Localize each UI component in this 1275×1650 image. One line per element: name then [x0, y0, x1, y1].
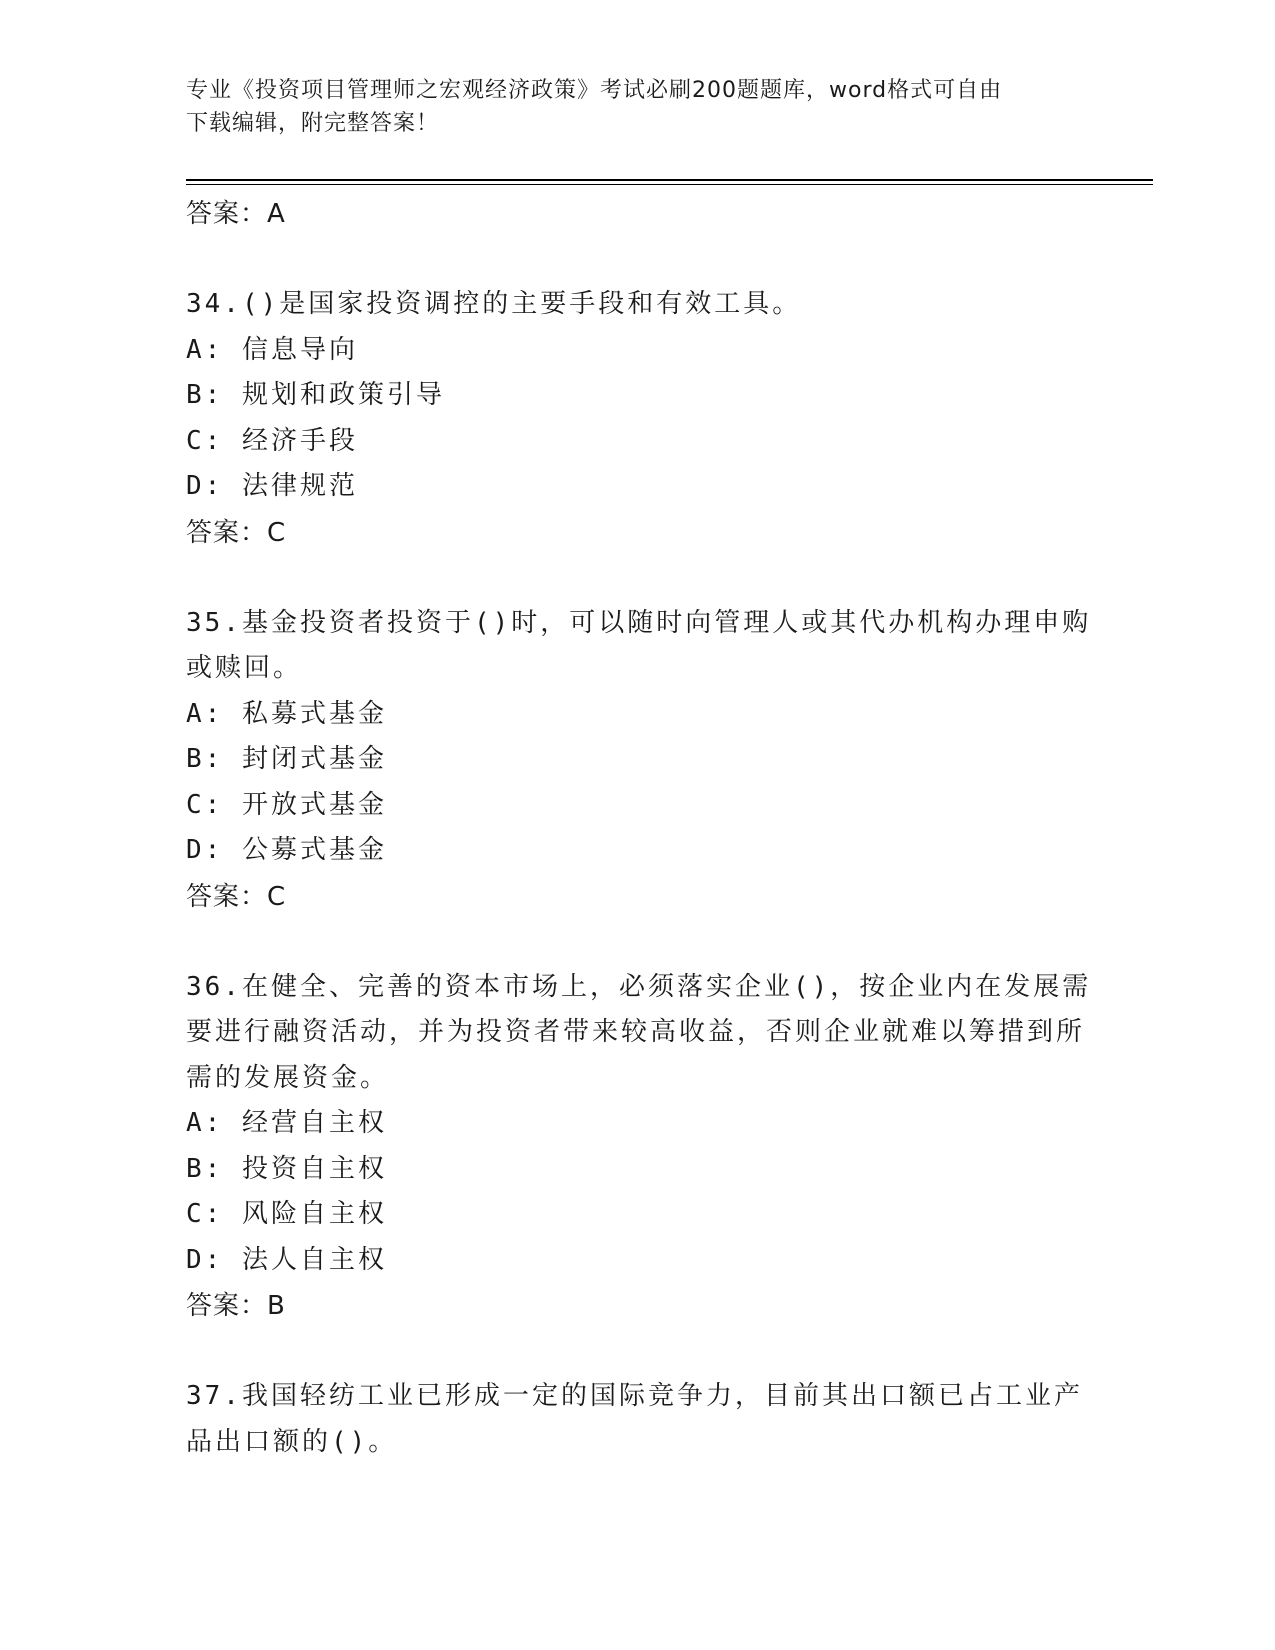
question-36 — [186, 965, 1106, 1330]
question-stem: 35.基金投资者投资于()时，可以随时向管理人或其代办机构办理申购或赎回。 — [186, 607, 1092, 683]
document-body — [186, 191, 1106, 1465]
question-37 — [186, 1374, 1106, 1465]
option-b: B: 规划和政策引导 — [186, 380, 445, 410]
option-a: A: 信息导向 — [186, 334, 358, 365]
header-rule-thin — [186, 184, 1153, 185]
option-b: B: 封闭式基金 — [186, 744, 387, 774]
option-c: C: 经济手段 — [186, 425, 358, 456]
answer-line: 答案：B — [186, 1291, 286, 1321]
option-a: A: 私募式基金 — [186, 698, 387, 729]
answer-line: 答案：C — [186, 881, 287, 912]
document-header — [186, 74, 1086, 140]
header-rule-thick — [186, 179, 1153, 181]
question-stem: 36.在健全、完善的资本市场上，必须落实企业()，按企业内在发展需要进行融资活动，并为投资者带来较高收益，否则企业就难以筹措到所需的发展资金。 — [186, 971, 1092, 1093]
question-stem: 37.我国轻纺工业已形成一定的国际竞争力，目前其出口额已占工业产品出口额的()。 — [186, 1381, 1083, 1457]
option-c: C: 风险自主权 — [186, 1199, 387, 1229]
option-c: C: 开放式基金 — [186, 789, 387, 820]
question-stem: 34.()是国家投资调控的主要手段和有效工具。 — [186, 289, 802, 319]
header-line-2: 下载编辑，附完整答案！ — [186, 111, 440, 136]
answer-line: 答案：A — [186, 199, 286, 229]
answer-line: 答案：C — [186, 517, 287, 548]
question-35 — [186, 601, 1106, 920]
option-a: A: 经营自主权 — [186, 1108, 387, 1138]
header-line-1: 专业《投资项目管理师之宏观经济政策》考试必刷200题题库，word格式可自由 — [186, 78, 1003, 103]
option-d: D: 法人自主权 — [186, 1244, 387, 1275]
option-b: B: 投资自主权 — [186, 1153, 387, 1184]
option-d: D: 公募式基金 — [186, 835, 387, 865]
option-d: D: 法律规范 — [186, 471, 358, 501]
question-34 — [186, 282, 1106, 556]
